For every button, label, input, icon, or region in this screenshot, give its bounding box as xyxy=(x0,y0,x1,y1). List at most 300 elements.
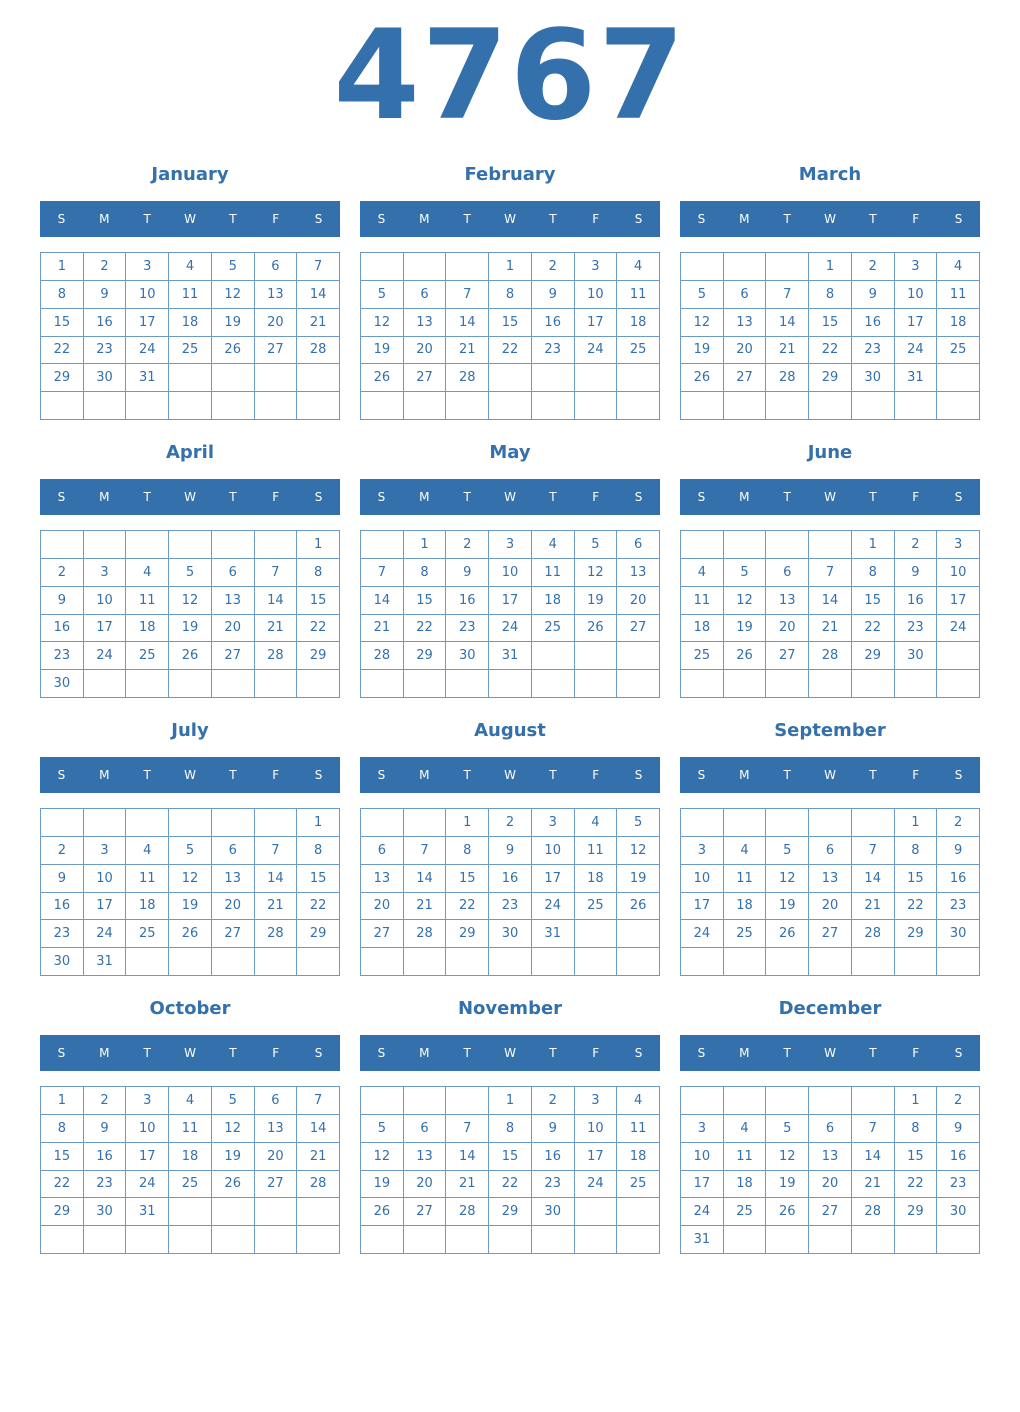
day-cell: 6 xyxy=(255,1087,298,1115)
weekday-label: M xyxy=(419,212,430,226)
day-cell: 21 xyxy=(852,893,895,921)
empty-cell xyxy=(852,1226,895,1254)
day-cell: 4 xyxy=(126,559,169,587)
day-cell: 27 xyxy=(617,615,660,643)
month-name: July xyxy=(171,720,209,741)
day-cell: 3 xyxy=(895,253,938,281)
weekday-label: S xyxy=(314,1046,323,1060)
weekday-label: T xyxy=(869,768,877,782)
day-cell: 3 xyxy=(126,253,169,281)
weekday-label: S xyxy=(377,1046,386,1060)
day-cell: 26 xyxy=(169,642,212,670)
empty-cell xyxy=(575,392,618,420)
weekday-label: S xyxy=(634,212,643,226)
day-cell: 15 xyxy=(297,865,340,893)
day-cell: 1 xyxy=(404,531,447,559)
empty-cell xyxy=(255,392,298,420)
day-cell: 29 xyxy=(895,920,938,948)
empty-cell xyxy=(126,809,169,837)
day-cell: 21 xyxy=(446,1171,489,1199)
empty-cell xyxy=(532,670,575,698)
day-cell: 11 xyxy=(617,1115,660,1143)
year-title: 4767 xyxy=(333,4,687,148)
weekday-label: T xyxy=(229,1046,237,1060)
day-cell: 29 xyxy=(489,1198,532,1226)
day-cell: 17 xyxy=(126,1143,169,1171)
day-cell: 30 xyxy=(84,364,127,392)
empty-cell xyxy=(361,670,404,698)
empty-cell xyxy=(361,809,404,837)
day-cell: 27 xyxy=(255,337,298,365)
empty-cell xyxy=(766,392,809,420)
day-cell: 12 xyxy=(724,587,767,615)
day-cell: 26 xyxy=(681,364,724,392)
weekday-label: F xyxy=(272,212,280,226)
empty-cell xyxy=(41,531,84,559)
weekday-label: T xyxy=(549,212,557,226)
day-cell: 19 xyxy=(169,893,212,921)
empty-cell xyxy=(489,364,532,392)
day-cell: 2 xyxy=(41,559,84,587)
empty-cell xyxy=(126,392,169,420)
weekday-label: S xyxy=(697,768,706,782)
day-cell: 20 xyxy=(724,337,767,365)
day-cell: 19 xyxy=(361,1171,404,1199)
empty-cell xyxy=(489,1226,532,1254)
empty-cell xyxy=(809,1087,852,1115)
empty-cell xyxy=(532,392,575,420)
day-cell: 29 xyxy=(41,1198,84,1226)
day-cell: 15 xyxy=(489,1143,532,1171)
day-cell: 2 xyxy=(937,1087,980,1115)
empty-cell xyxy=(489,670,532,698)
day-cell: 8 xyxy=(852,559,895,587)
day-cell: 7 xyxy=(446,1115,489,1143)
day-grid xyxy=(680,808,980,976)
day-cell: 18 xyxy=(724,893,767,921)
weekday-label: M xyxy=(99,490,110,504)
weekday-label: T xyxy=(463,1046,471,1060)
day-cell: 18 xyxy=(617,1143,660,1171)
empty-cell xyxy=(212,948,255,976)
day-cell: 22 xyxy=(852,615,895,643)
day-cell: 25 xyxy=(169,1171,212,1199)
day-cell: 8 xyxy=(297,559,340,587)
day-cell: 22 xyxy=(297,893,340,921)
day-cell: 7 xyxy=(297,253,340,281)
empty-cell xyxy=(724,809,767,837)
empty-cell xyxy=(617,1226,660,1254)
day-cell: 2 xyxy=(895,531,938,559)
day-cell: 22 xyxy=(446,893,489,921)
day-cell: 13 xyxy=(617,559,660,587)
weekday-label: T xyxy=(869,490,877,504)
empty-cell xyxy=(212,392,255,420)
day-cell: 14 xyxy=(852,865,895,893)
day-cell: 10 xyxy=(575,281,618,309)
day-cell: 16 xyxy=(532,309,575,337)
day-cell: 7 xyxy=(404,837,447,865)
day-cell: 7 xyxy=(852,1115,895,1143)
day-cell: 24 xyxy=(84,920,127,948)
day-cell: 20 xyxy=(617,587,660,615)
empty-cell xyxy=(255,948,298,976)
day-cell: 9 xyxy=(895,559,938,587)
day-cell: 14 xyxy=(255,587,298,615)
empty-cell xyxy=(532,1226,575,1254)
day-cell: 30 xyxy=(937,1198,980,1226)
day-cell: 19 xyxy=(766,1171,809,1199)
day-cell: 16 xyxy=(937,1143,980,1171)
day-cell: 25 xyxy=(575,893,618,921)
day-cell: 12 xyxy=(361,309,404,337)
day-cell: 30 xyxy=(937,920,980,948)
day-cell: 2 xyxy=(84,253,127,281)
day-grid xyxy=(40,252,340,420)
empty-cell xyxy=(575,670,618,698)
day-cell: 24 xyxy=(126,1171,169,1199)
weekday-label: M xyxy=(419,1046,430,1060)
day-cell: 26 xyxy=(766,1198,809,1226)
month-name: June xyxy=(807,442,853,463)
day-cell: 5 xyxy=(212,253,255,281)
empty-cell xyxy=(809,809,852,837)
empty-cell xyxy=(681,531,724,559)
day-cell: 21 xyxy=(852,1171,895,1199)
day-cell: 11 xyxy=(126,587,169,615)
day-cell: 15 xyxy=(404,587,447,615)
day-cell: 25 xyxy=(724,920,767,948)
day-cell: 19 xyxy=(617,865,660,893)
day-cell: 20 xyxy=(212,893,255,921)
month-april xyxy=(40,442,340,704)
day-cell: 14 xyxy=(297,281,340,309)
empty-cell xyxy=(681,670,724,698)
month-december xyxy=(680,998,980,1260)
day-cell: 2 xyxy=(532,1087,575,1115)
day-cell: 9 xyxy=(84,1115,127,1143)
day-cell: 5 xyxy=(681,281,724,309)
month-january xyxy=(40,164,340,426)
day-cell: 26 xyxy=(617,893,660,921)
day-cell: 28 xyxy=(809,642,852,670)
weekday-header xyxy=(680,1035,980,1071)
day-cell: 18 xyxy=(126,615,169,643)
day-grid xyxy=(360,808,660,976)
empty-cell xyxy=(766,1087,809,1115)
empty-cell xyxy=(575,920,618,948)
empty-cell xyxy=(169,364,212,392)
day-cell: 12 xyxy=(212,281,255,309)
empty-cell xyxy=(446,253,489,281)
empty-cell xyxy=(41,1226,84,1254)
weekday-label: S xyxy=(634,490,643,504)
day-cell: 14 xyxy=(361,587,404,615)
empty-cell xyxy=(809,531,852,559)
weekday-label: W xyxy=(184,1046,196,1060)
day-cell: 4 xyxy=(724,837,767,865)
day-cell: 11 xyxy=(575,837,618,865)
empty-cell xyxy=(895,948,938,976)
day-cell: 12 xyxy=(766,865,809,893)
day-cell: 7 xyxy=(809,559,852,587)
day-cell: 26 xyxy=(212,337,255,365)
empty-cell xyxy=(766,809,809,837)
day-cell: 29 xyxy=(297,920,340,948)
empty-cell xyxy=(532,364,575,392)
day-cell: 1 xyxy=(489,1087,532,1115)
empty-cell xyxy=(724,1087,767,1115)
day-cell: 19 xyxy=(212,1143,255,1171)
weekday-label: T xyxy=(143,768,151,782)
empty-cell xyxy=(84,1226,127,1254)
weekday-label: F xyxy=(272,1046,280,1060)
empty-cell xyxy=(41,392,84,420)
day-cell: 23 xyxy=(84,1171,127,1199)
empty-cell xyxy=(724,531,767,559)
empty-cell xyxy=(852,809,895,837)
weekday-label: W xyxy=(504,490,516,504)
day-cell: 28 xyxy=(361,642,404,670)
day-cell: 22 xyxy=(895,893,938,921)
day-cell: 4 xyxy=(937,253,980,281)
day-cell: 29 xyxy=(404,642,447,670)
weekday-label: T xyxy=(143,490,151,504)
day-cell: 8 xyxy=(404,559,447,587)
weekday-label: M xyxy=(739,768,750,782)
weekday-header xyxy=(360,1035,660,1071)
day-cell: 19 xyxy=(361,337,404,365)
day-cell: 11 xyxy=(169,281,212,309)
empty-cell xyxy=(617,670,660,698)
day-cell: 4 xyxy=(532,531,575,559)
month-august xyxy=(360,720,660,982)
day-cell: 8 xyxy=(895,1115,938,1143)
month-march xyxy=(680,164,980,426)
day-cell: 13 xyxy=(255,281,298,309)
empty-cell xyxy=(681,392,724,420)
weekday-label: S xyxy=(634,768,643,782)
day-cell: 25 xyxy=(681,642,724,670)
weekday-label: F xyxy=(592,490,600,504)
day-grid xyxy=(680,252,980,420)
day-cell: 16 xyxy=(532,1143,575,1171)
empty-cell xyxy=(84,531,127,559)
day-cell: 2 xyxy=(84,1087,127,1115)
empty-cell xyxy=(297,392,340,420)
day-cell: 11 xyxy=(532,559,575,587)
weekday-label: S xyxy=(954,490,963,504)
day-cell: 7 xyxy=(255,559,298,587)
empty-cell xyxy=(404,670,447,698)
weekday-label: T xyxy=(549,768,557,782)
weekday-label: M xyxy=(99,768,110,782)
day-cell: 31 xyxy=(489,642,532,670)
day-cell: 5 xyxy=(724,559,767,587)
day-cell: 21 xyxy=(255,615,298,643)
weekday-label: T xyxy=(783,768,791,782)
day-cell: 28 xyxy=(297,1171,340,1199)
day-cell: 28 xyxy=(446,1198,489,1226)
day-cell: 6 xyxy=(724,281,767,309)
day-cell: 12 xyxy=(617,837,660,865)
day-cell: 1 xyxy=(297,531,340,559)
day-cell: 24 xyxy=(575,1171,618,1199)
day-cell: 29 xyxy=(297,642,340,670)
day-cell: 1 xyxy=(446,809,489,837)
day-cell: 22 xyxy=(297,615,340,643)
day-cell: 9 xyxy=(852,281,895,309)
weekday-label: S xyxy=(377,490,386,504)
day-cell: 20 xyxy=(255,309,298,337)
day-cell: 28 xyxy=(255,920,298,948)
weekday-label: M xyxy=(99,1046,110,1060)
day-cell: 5 xyxy=(575,531,618,559)
month-name: September xyxy=(774,720,886,741)
weekday-label: S xyxy=(634,1046,643,1060)
day-cell: 2 xyxy=(446,531,489,559)
empty-cell xyxy=(681,253,724,281)
empty-cell xyxy=(617,392,660,420)
day-cell: 1 xyxy=(489,253,532,281)
day-cell: 19 xyxy=(681,337,724,365)
day-cell: 16 xyxy=(937,865,980,893)
day-cell: 30 xyxy=(446,642,489,670)
empty-cell xyxy=(617,364,660,392)
day-cell: 17 xyxy=(489,587,532,615)
day-cell: 4 xyxy=(617,1087,660,1115)
day-cell: 1 xyxy=(41,1087,84,1115)
empty-cell xyxy=(532,948,575,976)
day-cell: 25 xyxy=(126,920,169,948)
month-name: January xyxy=(151,164,229,185)
weekday-label: T xyxy=(463,768,471,782)
day-cell: 20 xyxy=(766,615,809,643)
day-cell: 15 xyxy=(852,587,895,615)
day-cell: 23 xyxy=(446,615,489,643)
empty-cell xyxy=(937,948,980,976)
day-cell: 5 xyxy=(212,1087,255,1115)
day-cell: 28 xyxy=(852,920,895,948)
weekday-label: S xyxy=(314,490,323,504)
empty-cell xyxy=(212,670,255,698)
day-cell: 4 xyxy=(169,1087,212,1115)
day-cell: 30 xyxy=(895,642,938,670)
empty-cell xyxy=(617,642,660,670)
day-cell: 5 xyxy=(361,1115,404,1143)
day-cell: 20 xyxy=(255,1143,298,1171)
empty-cell xyxy=(724,948,767,976)
day-cell: 11 xyxy=(169,1115,212,1143)
day-cell: 10 xyxy=(84,587,127,615)
day-cell: 15 xyxy=(895,865,938,893)
day-cell: 6 xyxy=(766,559,809,587)
day-cell: 16 xyxy=(41,615,84,643)
day-cell: 14 xyxy=(766,309,809,337)
weekday-label: T xyxy=(869,212,877,226)
day-cell: 4 xyxy=(575,809,618,837)
month-october xyxy=(40,998,340,1260)
empty-cell xyxy=(404,1087,447,1115)
empty-cell xyxy=(212,1226,255,1254)
day-cell: 29 xyxy=(41,364,84,392)
weekday-label: S xyxy=(57,1046,66,1060)
weekday-label: S xyxy=(954,212,963,226)
empty-cell xyxy=(852,670,895,698)
day-cell: 23 xyxy=(41,642,84,670)
day-cell: 9 xyxy=(41,865,84,893)
day-cell: 4 xyxy=(169,253,212,281)
day-cell: 21 xyxy=(297,309,340,337)
day-cell: 27 xyxy=(212,920,255,948)
day-cell: 13 xyxy=(404,309,447,337)
weekday-label: T xyxy=(143,1046,151,1060)
weekday-label: W xyxy=(504,1046,516,1060)
empty-cell xyxy=(169,392,212,420)
day-cell: 21 xyxy=(404,893,447,921)
day-cell: 8 xyxy=(446,837,489,865)
empty-cell xyxy=(446,670,489,698)
day-cell: 18 xyxy=(575,865,618,893)
day-cell: 11 xyxy=(937,281,980,309)
day-cell: 13 xyxy=(255,1115,298,1143)
empty-cell xyxy=(361,1087,404,1115)
weekday-label: S xyxy=(57,768,66,782)
day-cell: 3 xyxy=(84,559,127,587)
day-cell: 5 xyxy=(169,837,212,865)
day-cell: 27 xyxy=(361,920,404,948)
weekday-label: S xyxy=(697,490,706,504)
day-cell: 1 xyxy=(895,1087,938,1115)
month-name: April xyxy=(165,442,215,463)
empty-cell xyxy=(41,809,84,837)
day-cell: 16 xyxy=(41,893,84,921)
day-cell: 3 xyxy=(489,531,532,559)
day-cell: 16 xyxy=(84,1143,127,1171)
day-cell: 8 xyxy=(297,837,340,865)
empty-cell xyxy=(489,948,532,976)
day-cell: 20 xyxy=(809,1171,852,1199)
weekday-header xyxy=(680,201,980,237)
day-cell: 17 xyxy=(681,893,724,921)
day-cell: 13 xyxy=(809,1143,852,1171)
weekday-label: T xyxy=(549,490,557,504)
empty-cell xyxy=(724,670,767,698)
day-cell: 25 xyxy=(617,1171,660,1199)
day-cell: 8 xyxy=(41,281,84,309)
empty-cell xyxy=(852,948,895,976)
day-cell: 9 xyxy=(84,281,127,309)
weekday-label: F xyxy=(912,212,920,226)
weekday-label: T xyxy=(783,1046,791,1060)
day-cell: 1 xyxy=(297,809,340,837)
day-cell: 11 xyxy=(724,1143,767,1171)
empty-cell xyxy=(681,948,724,976)
day-cell: 4 xyxy=(126,837,169,865)
weekday-label: M xyxy=(99,212,110,226)
empty-cell xyxy=(724,392,767,420)
weekday-label: M xyxy=(739,490,750,504)
weekday-label: M xyxy=(739,212,750,226)
day-cell: 25 xyxy=(724,1198,767,1226)
weekday-label: T xyxy=(229,490,237,504)
day-cell: 14 xyxy=(446,309,489,337)
day-cell: 30 xyxy=(532,1198,575,1226)
day-grid xyxy=(360,252,660,420)
empty-cell xyxy=(895,392,938,420)
day-cell: 8 xyxy=(895,837,938,865)
empty-cell xyxy=(361,392,404,420)
